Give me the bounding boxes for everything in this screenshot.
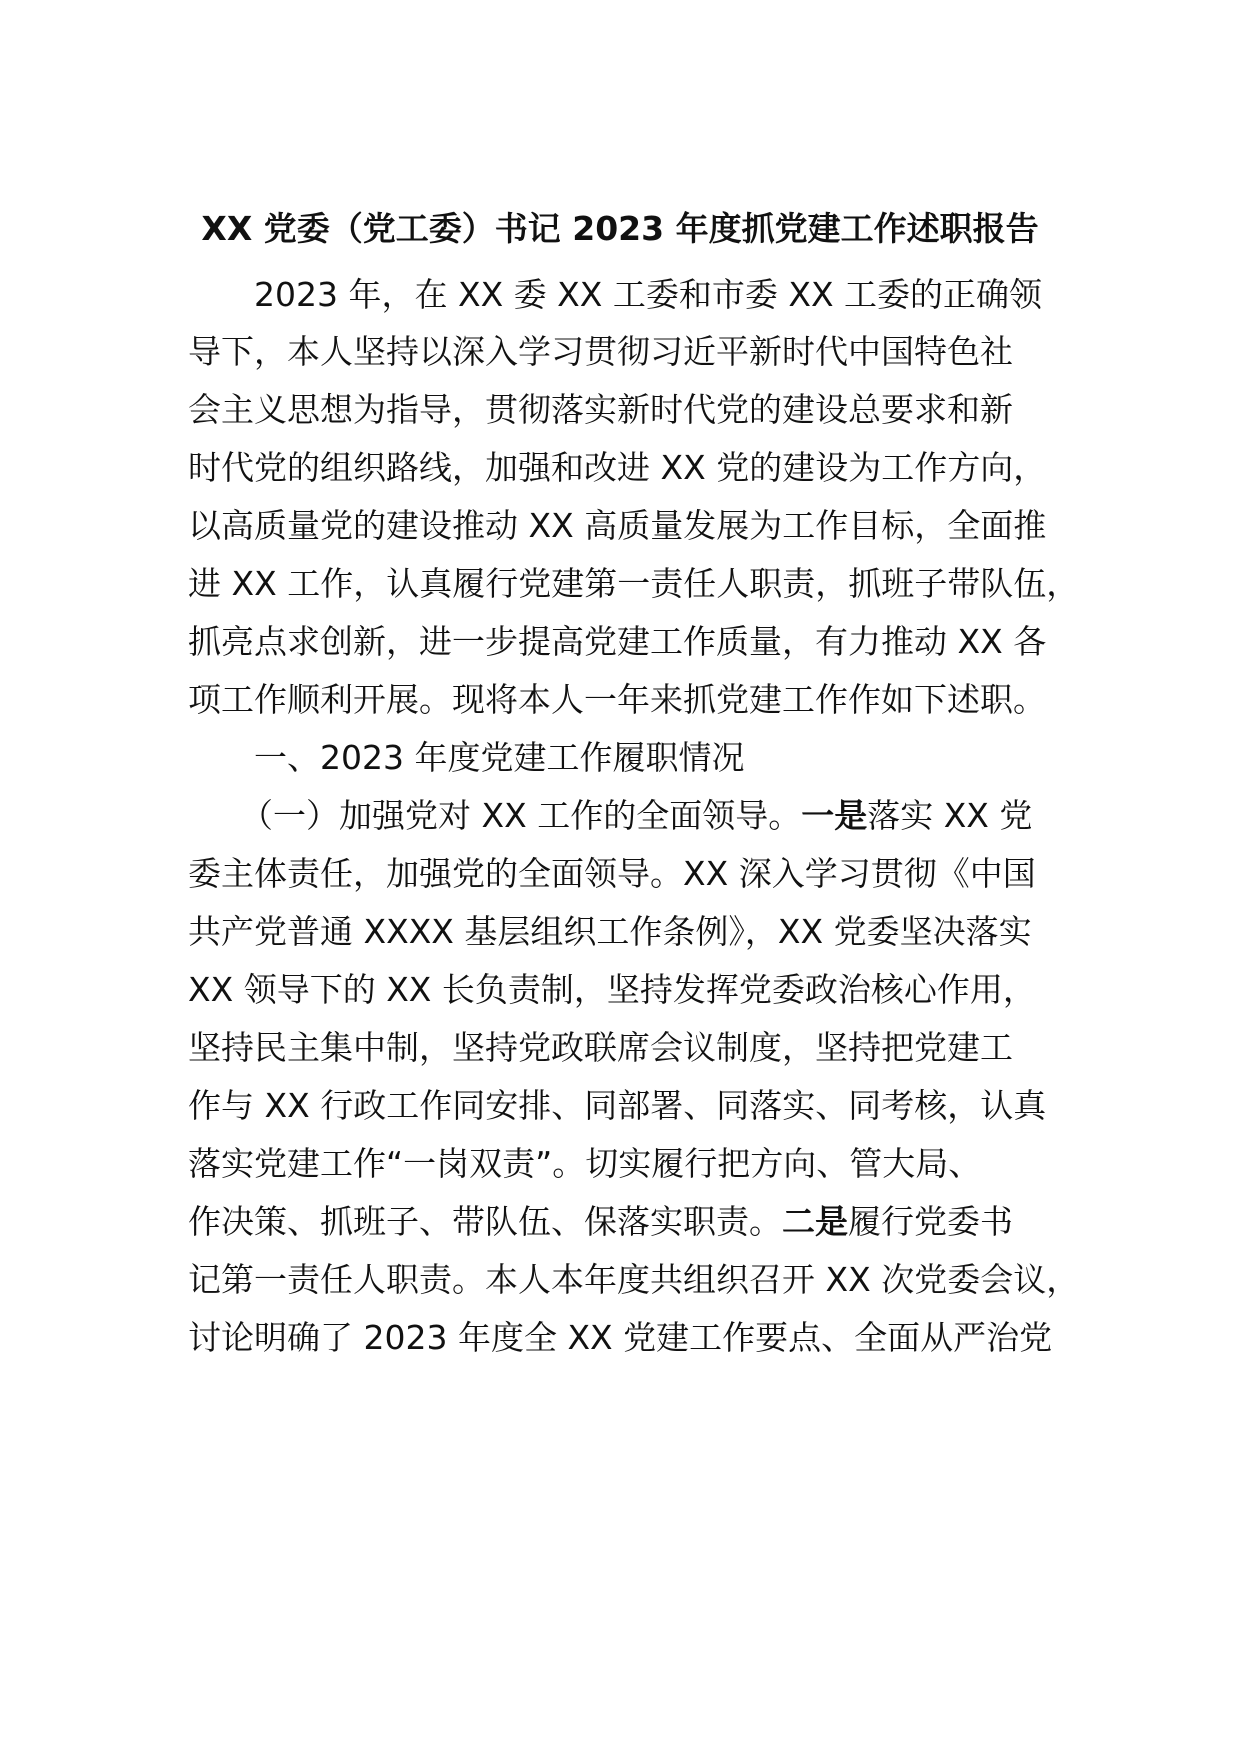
emphasis-first: 一是 xyxy=(801,796,868,835)
paragraph-line: 2023 年，在 XX 委 XX 工委和市委 XX 工委的正确领 xyxy=(254,275,1043,314)
paragraph-line: 进 XX 工作，认真履行党建第一责任人职责，抓班子带队伍， xyxy=(188,564,1080,603)
paragraph-line: 以高质量党的建设推动 XX 高质量发展为工作目标，全面推 xyxy=(188,506,1047,545)
line-text-tail: 履行党委书 xyxy=(848,1202,1013,1241)
subsection-lead: （一）加强党对 XX 工作的全面领导。 xyxy=(240,796,802,835)
paragraph-line: 导下，本人坚持以深入学习贯彻习近平新时代中国特色社 xyxy=(188,332,1013,371)
paragraph-line: 落实党建工作“一岗双责”。切实履行把方向、管大局、 xyxy=(188,1144,982,1183)
paragraph-line: 委主体责任，加强党的全面领导。XX 深入学习贯彻《中国 xyxy=(188,854,1036,893)
line-text: 作决策、抓班子、带队伍、保落实职责。 xyxy=(188,1202,782,1241)
paragraph-line: 抓亮点求创新，进一步提高党建工作质量，有力推动 XX 各 xyxy=(188,622,1047,661)
paragraph-line: 坚持民主集中制，坚持党政联席会议制度，坚持把党建工 xyxy=(188,1028,1013,1067)
paragraph-line: 项工作顺利开展。现将本人一年来抓党建工作作如下述职。 xyxy=(188,680,1046,719)
paragraph-line: 记第一责任人职责。本人本年度共组织召开 XX 次党委会议， xyxy=(188,1260,1080,1299)
subsection-lead-tail: 落实 XX 党 xyxy=(867,796,1033,835)
document-title: XX 党委（党工委）书记 2023 年度抓党建工作述职报告 xyxy=(201,209,1039,248)
subsection-line-first xyxy=(240,791,1032,841)
paragraph-line: 会主义思想为指导，贯彻落实新时代党的建设总要求和新 xyxy=(188,390,1013,429)
paragraph-line: XX 领导下的 XX 长负责制，坚持发挥党委政治核心作用， xyxy=(188,970,1036,1009)
paragraph-line: 作与 XX 行政工作同安排、同部署、同落实、同考核，认真 xyxy=(188,1086,1047,1125)
section-heading: 一、2023 年度党建工作履职情况 xyxy=(254,738,745,777)
paragraph-line: 讨论明确了 2023 年度全 XX 党建工作要点、全面从严治党 xyxy=(188,1318,1053,1357)
paragraph-line: 共产党普通 XXXX 基层组织工作条例》，XX 党委坚决落实 xyxy=(188,912,1032,951)
emphasis-second: 二是 xyxy=(782,1202,848,1241)
paragraph-line: 时代党的组织路线，加强和改进 XX 党的建设为工作方向， xyxy=(188,448,1047,487)
paragraph-line-emphasis xyxy=(188,1197,1013,1247)
